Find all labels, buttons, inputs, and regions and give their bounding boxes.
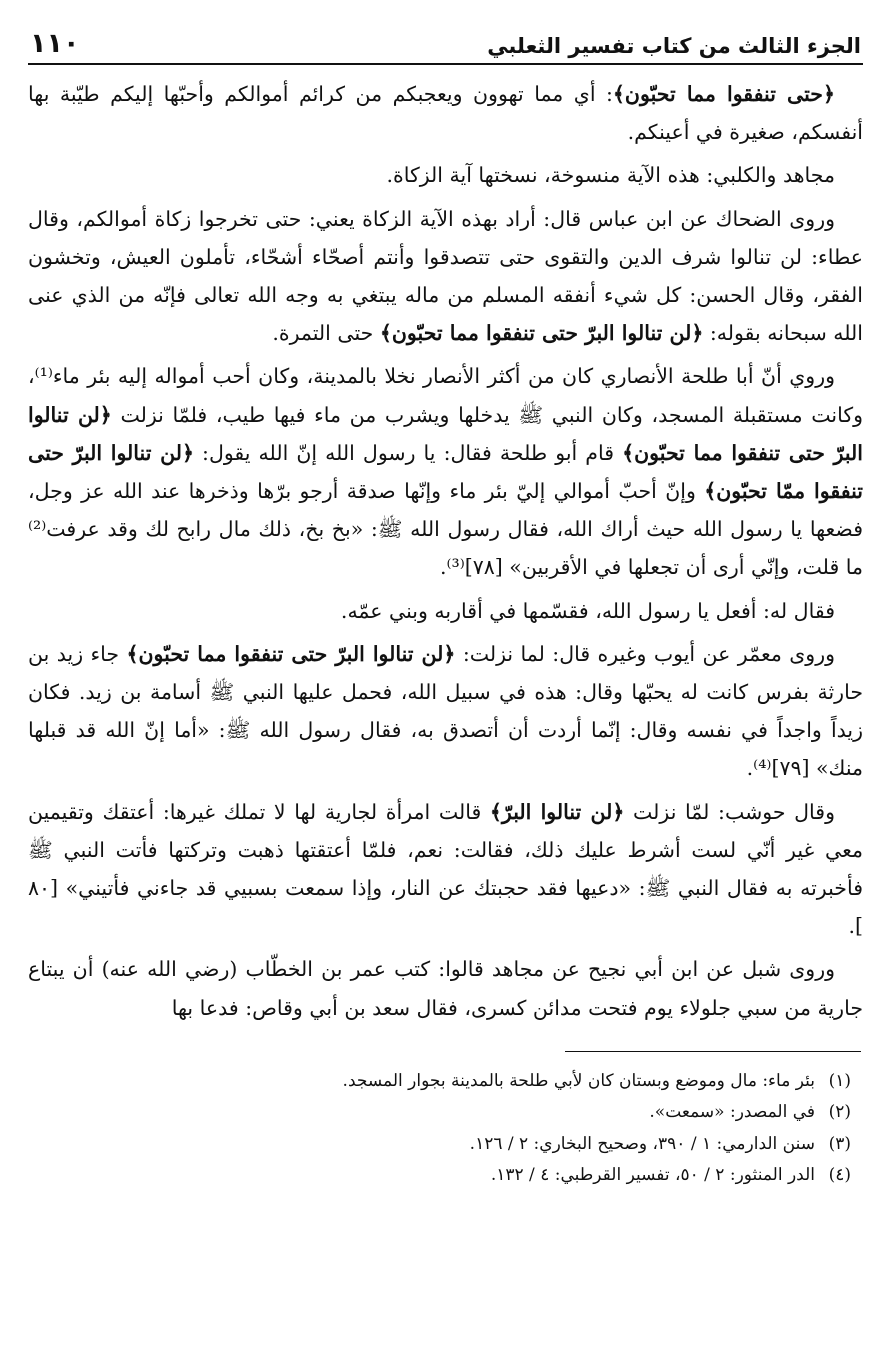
paragraph-text: حتى التمرة. [272, 321, 380, 346]
footnote [28, 1160, 851, 1192]
quran-verse: ﴿لن تنالوا البرّ حتى تنفقوا ممّا تحبّون﴾ [28, 440, 863, 504]
running-title: الجزء الثالث من كتاب تفسير الثعلبي [487, 34, 861, 58]
paragraph-text: وروى شبل عن ابن أبي نجيح عن مجاهد قالوا: كتب عمر بن الخطّاب (رضي الله عنه) أن يبتاع جارية من سبي جلولاء يوم فتحت مدائن كسرى، فقال سعد بن أبي وقاص: فدعا بها [28, 957, 863, 1020]
body-paragraph [28, 75, 863, 151]
main-text [28, 75, 863, 1027]
page-header [28, 30, 863, 65]
paragraph-text: قالت امرأة لجارية لها لا تملك غيرها: أعتقك وتقيمين معي غير أنّي لست أشرط عليك ذلك، فقالت: نعم، فلمّا أعتقتها ذهبت وتركتها فأتت النبي ﷺ فأخبرته به فقال النبي ﷺ: «دعيها فقد حجبتك عن النار، وإذا سمعت بسبيي قد جاءني فأتيني» [٨٠ ]. [28, 799, 863, 939]
body-paragraph [28, 156, 863, 194]
quran-verse: ﴿حتى تنفقوا مما تحبّون﴾ [612, 82, 835, 106]
body-paragraph [28, 357, 863, 586]
quran-verse: ﴿لن تنالوا البرّ﴾ [489, 799, 625, 824]
body-paragraph [28, 592, 863, 630]
paragraph-text: وروي أنّ أبا طلحة الأنصاري كان من أكثر الأنصار نخلا بالمدينة، وكان أحب أمواله إليه بئر ماء⁽¹⁾، وكانت مستقبلة المسجد، وكان النبي ﷺ يدخلها ويشرب من ماء فيها طيب، فلمّا نزلت [28, 364, 864, 427]
paragraph-text: وإنّ أحبّ أموالي إليّ بئر ماء وإنّها صدقة أرجو برّها وذخرها عند الله عز وجل، فضعها يا رسول الله حيث أراك الله، فقال رسول الله ﷺ: «بخ بخ، ذلك مال رابح لك وقد عرفت⁽²⁾ ما قلت، وإنّي أرى أن تجعلها في الأقربين» [٧٨]⁽³⁾. [28, 479, 863, 580]
paragraph-text: فقال له: أفعل يا رسول الله، فقسّمها في أقاربه وبني عمّه. [340, 598, 835, 623]
body-paragraph [28, 200, 863, 353]
paragraph-text: جاء زيد بن حارثة بفرس كانت له يحبّها وقال: هذه في سبيل الله، فحمل عليها النبي ﷺ أسامة بن زيد. فكان زيداً واجداً في نفسه وقال: إنّما أردت أن أتصدق به، فقال رسول الله ﷺ: «أما إنّ الله قد قبلها منك» [٧٩]⁽⁴⁾. [28, 641, 863, 781]
paragraph-text: مجاهد والكلبي: هذه الآية منسوخة، نسختها آية الزكاة. [386, 163, 835, 188]
footnote-number: (٤) [828, 1165, 851, 1186]
footnote-text: الدر المنثور: ٢ / ٥٠، تفسير القرطبي: ٤ / ١٣٢. [490, 1165, 815, 1186]
quran-verse: ﴿لن تنالوا البرّ حتى تنفقوا مما تحبّون﴾ [28, 402, 864, 465]
footnote-number: (٢) [828, 1102, 851, 1123]
paragraph-text: قام أبو طلحة فقال: يا رسول الله إنّ الله يقول: [193, 440, 623, 465]
footnote-number: (٣) [828, 1133, 851, 1154]
footnote [28, 1129, 851, 1161]
footnote-text: سنن الدارمي: ١ / ٣٩٠، وصحيح البخاري: ٢ / ١٢٦. [469, 1133, 815, 1154]
body-paragraph [28, 950, 863, 1026]
footnote-text: في المصدر: «سمعت». [649, 1102, 815, 1123]
footnote [28, 1066, 851, 1098]
footnotes [28, 1066, 863, 1192]
footnote [28, 1097, 851, 1129]
paragraph-text: : أي مما تهوون ويعجبكم من كرائم أموالكم وأحبّها إليكم طيّبة بها أنفسكم، صغيرة في أعينكم. [28, 82, 863, 145]
body-paragraph [28, 793, 863, 946]
paragraph-text: وقال حوشب: لمّا نزلت [624, 799, 835, 824]
footnote-text: بئر ماء: مال وموضع وبستان كان لأبي طلحة بالمدينة بجوار المسجد. [342, 1070, 815, 1091]
footnote-number: (١) [828, 1070, 851, 1091]
paragraph-text: وروى معمّر عن أيوب وغيره قال: لما نزلت: [455, 641, 835, 666]
page-number: ١١٠ [30, 28, 80, 59]
paragraph-text: وروى الضحاك عن ابن عباس قال: أراد بهذه الآية الزكاة يعني: حتى تخرجوا زكاة أموالكم، وقال عطاء: لن تنالوا شرف الدين والتقوى حتى تتصدقوا وأنتم أصحّاء أشحّاء، تأملون العيش، وتخشون الفقر، وقال الحسن: كل شيء أنفقه المسلم من ماله يبتغي به وجه الله تعالى فإنّه من الذي عنى الله سبحانه بقوله: [28, 206, 863, 346]
quran-verse: ﴿لن تنالوا البرّ حتى تنفقوا مما تحبّون﴾ [126, 641, 456, 666]
body-paragraph [28, 635, 863, 788]
footnote-divider [565, 1051, 861, 1052]
quran-verse: ﴿لن تنالوا البرّ حتى تنفقوا مما تحبّون﴾ [379, 321, 704, 346]
